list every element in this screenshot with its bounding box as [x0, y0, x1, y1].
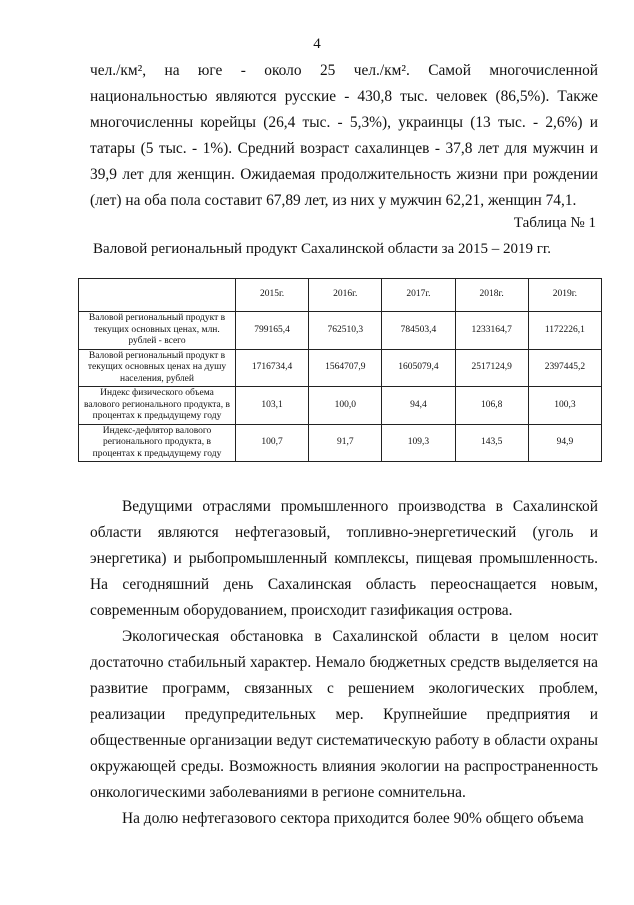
body-paragraph: Ведущими отраслями промышленного производства в Сахалинской области являются нефтегазовый, топливно-энергетический (уголь и энергетика) и рыбопромышленный комплексы, пищевая промышленность. На сегодняшний день Сахалинская область переоснащается новым, современным оборудованием, происходит газификация острова.	[90, 498, 598, 619]
table-header-cell: 2016г.	[309, 279, 382, 312]
table-row	[79, 424, 602, 462]
table-cell: 1564707,9	[309, 349, 382, 387]
row-label: Индекс физического объема валового регионального продукта, в процентах к предыдущему году	[79, 387, 236, 425]
table-cell: 1716734,4	[236, 349, 309, 387]
table-row	[79, 312, 602, 350]
table-cell: 100,3	[528, 387, 601, 425]
grp-table	[78, 278, 602, 462]
table-header-cell: 2015г.	[236, 279, 309, 312]
table-row	[79, 349, 602, 387]
table-header-cell: 2017г.	[382, 279, 455, 312]
table-cell: 784503,4	[382, 312, 455, 350]
table-cell: 94,4	[382, 387, 455, 425]
table-cell: 94,9	[528, 424, 601, 462]
table-header-cell: 2019г.	[528, 279, 601, 312]
table-cell: 103,1	[236, 387, 309, 425]
table-cell: 1605079,4	[382, 349, 455, 387]
table-header-row	[79, 279, 602, 312]
table-caption: Таблица № 1	[513, 215, 596, 231]
table-row	[79, 387, 602, 425]
table-cell: 106,8	[455, 387, 528, 425]
body-paragraph: На долю нефтегазового сектора приходится более 90% общего объема	[122, 810, 584, 827]
table-cell: 100,7	[236, 424, 309, 462]
row-label: Валовой региональный продукт в текущих основных ценах, млн. рублей - всего	[79, 312, 236, 350]
row-label: Валовой региональный продукт в текущих основных ценах на душу населения, рублей	[79, 349, 236, 387]
row-label: Индекс-дефлятор валового регионального продукта, в процентах к предыдущему году	[79, 424, 236, 462]
table-cell: 2517124,9	[455, 349, 528, 387]
table-header-cell: 2018г.	[455, 279, 528, 312]
intro-paragraph: чел./км², на юге - около 25 чел./км². Самой многочисленной национальностью являются русские - 430,8 тыс. человек (86,5%). Также многочисленны корейцы (26,4 тыс. - 5,3%), украинцы (13 тыс. - 2,6%) и татары (5 тыс. - 1%). Средний возраст сахалинцев - 37,8 лет для мужчин и 39,9 лет для женщин. Ожидаемая продолжительность жизни при рождении (лет) на оба пола составит 67,89 лет, из них у мужчин 62,21, женщин 74,1.	[90, 62, 598, 209]
table-cell: 143,5	[455, 424, 528, 462]
table-cell: 1172226,1	[528, 312, 601, 350]
table-cell: 91,7	[309, 424, 382, 462]
table-cell: 2397445,2	[528, 349, 601, 387]
table-cell: 762510,3	[309, 312, 382, 350]
table-header-cell	[79, 279, 236, 312]
page-number: 4	[313, 36, 321, 52]
body-paragraph: Экологическая обстановка в Сахалинской области в целом носит достаточно стабильный характер. Немало бюджетных средств выделяется на развитие программ, связанных с решением экологических проблем, реализации предупредительных мер. Крупнейшие предприятия и общественные организации ведут систематическую работу в области охраны окружающей среды. Возможность влияния экологии на распространенность онкологическими заболеваниями в регионе сомнительна.	[90, 628, 598, 801]
table-cell: 109,3	[382, 424, 455, 462]
table-cell: 1233164,7	[455, 312, 528, 350]
table-cell: 799165,4	[236, 312, 309, 350]
table-cell: 100,0	[309, 387, 382, 425]
table-title: Валовой региональный продукт Сахалинской области за 2015 – 2019 гг.	[92, 241, 552, 257]
